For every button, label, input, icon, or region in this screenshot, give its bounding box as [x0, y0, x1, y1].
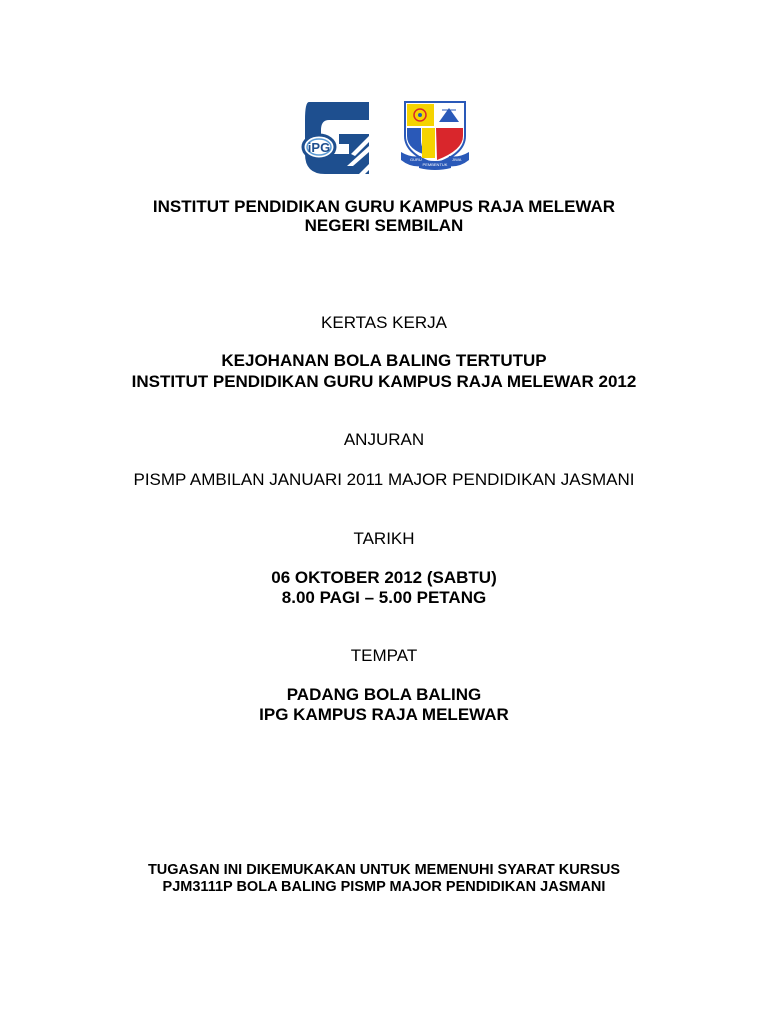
date-label: TARIKH [353, 529, 415, 548]
venue-line1: PADANG BOLA BALING [286, 685, 482, 704]
institution-name-line1: INSTITUT PENDIDIKAN GURU KAMPUS RAJA MELEWAR [152, 197, 616, 216]
institution-name-line2: NEGERI SEMBILAN [304, 216, 464, 235]
ipg-logo-text: iPG [307, 140, 331, 155]
event-title-line2: INSTITUT PENDIDIKAN GURU KAMPUS RAJA MELEWAR 2012 [131, 372, 637, 391]
organizer-value: PISMP AMBILAN JANUARI 2011 MAJOR PENDIDIKAN JASMANI [133, 470, 635, 489]
paper-type: KERTAS KERJA [321, 313, 447, 332]
date-day: 06 OKTOBER 2012 (SABTU) [271, 568, 497, 587]
venue-label: TEMPAT [350, 646, 418, 665]
logo-row [0, 100, 768, 174]
organizer-label: ANJURAN [343, 430, 425, 449]
date-time: 8.00 PAGI – 5.00 PETANG [281, 588, 487, 607]
crest-banner-right: JIWA [452, 157, 462, 162]
event-title-line1: KEJOHANAN BOLA BALING TERTUTUP [221, 351, 547, 370]
footer-line1: TUGASAN INI DIKEMUKAKAN UNTUK MEMENUHI SYARAT KURSUS [147, 862, 621, 878]
college-crest-logo [401, 100, 469, 170]
ipg-logo [299, 100, 371, 174]
venue-line2: IPG KAMPUS RAJA MELEWAR [259, 705, 509, 724]
crest-banner-bottom: PEMBENTUK [422, 162, 448, 167]
footer-line2: PJM3111P BOLA BALING PISMP MAJOR PENDIDIKAN JASMANI [162, 879, 606, 895]
crest-banner-left: GURU [410, 157, 422, 162]
